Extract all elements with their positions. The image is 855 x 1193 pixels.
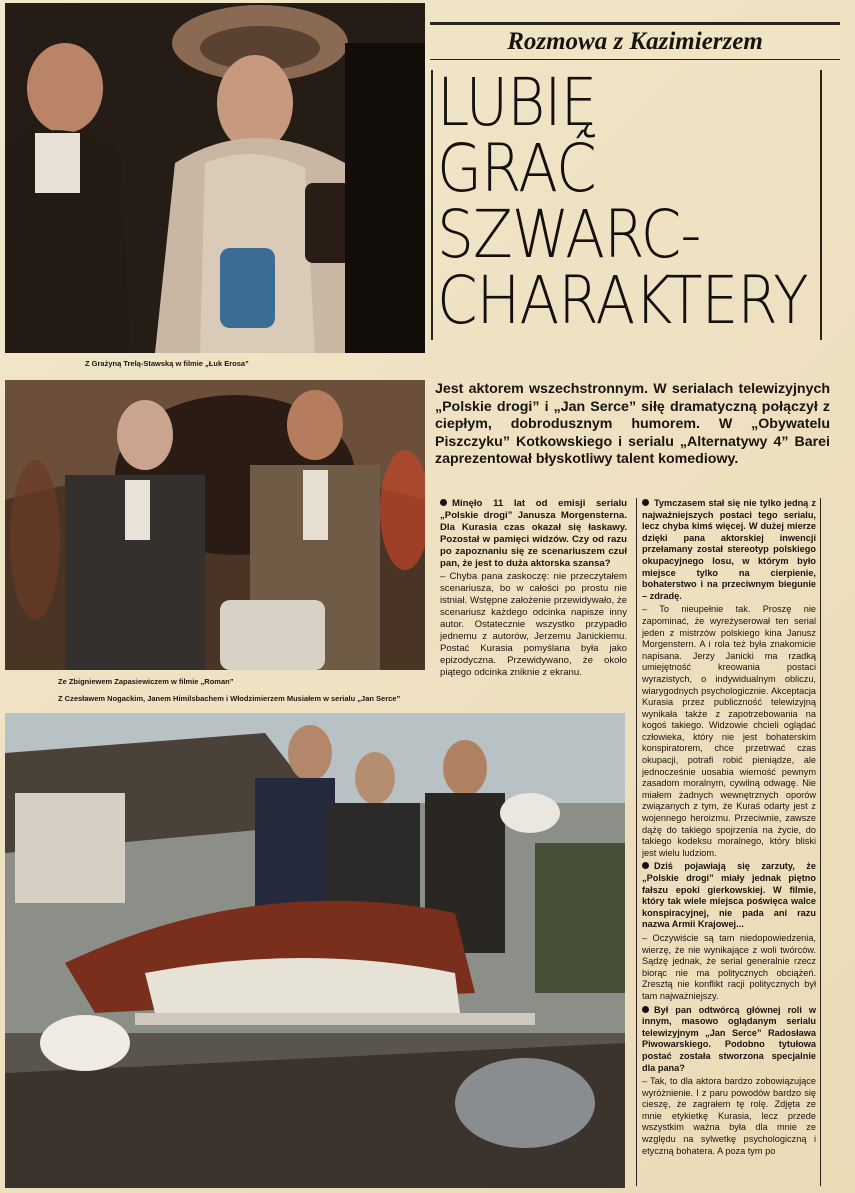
caption-photo3: Z Czesławem Nogackim, Janem Himilsbachem i Włodzimierzem Musiałem w serialu „Jan Serce” (58, 694, 401, 703)
column-rule-mid (636, 498, 637, 1186)
headline-line-1: LUBIĘ (437, 64, 597, 141)
headline-line-3: SZWARC- (437, 196, 701, 273)
answer-3: – Oczywiście są tam niedopowiedzenia, wierzę, że nie wynikające z woli twórców. Sądzę jednak, że serial generalnie rzecz biorąc nie ma politycznych obciążeń. Zresztą nie konflikt racji politycznych był tam najważniejszy. (642, 932, 816, 1001)
caption-photo2: Ze Zbigniewem Zapasiewiczem w filmie „Roman” (58, 677, 234, 686)
answer-2: – To nieupełnie tak. Proszę nie zapominać, że wyreżyserował ten serial jeden z mistrzów polskiego kina Janusz Morgenstern. A i rola też była znakomicie napisana. Jerzy Janicki ma rzadką umiejętność kreowania postaci wyrazistych, o indywidualnym obliczu, wiarygodnych psychologicznie. Akceptacja Kurasia przez publiczność telewizyjną wynikała także z zapotrzebowania na kogoś takiego. Widzowie chcieli oglądać człowieka, który nie jest bohaterskim konspiratorem, chce przetrwać czas okupacji, potrafi robić pieniądze, ale jednocześnie uosabia wierność pewnym zasadom moralnym, cywilną odwagę. Nie miałem żadnych wewnętrznych oporów związanych z tym, że Kuraś odarty jest z wojennego heroizmu. Przeciwnie, zawsze dążę do takiego spojrzenia na życie, do takiego kodeksu moralnego, który bliski jest wielu ludziom. (642, 604, 816, 858)
answer-4: – Tak, to dla aktora bardzo zobowiązujące wyróżnienie. I z paru powodów bardzo się cieszę, że zagrałem tę rolę. Zdjęta ze mnie etykietkę Kurasia, lecz przede wszystkim ważna była dla mnie ze względu na sylwetkę psychologiczną i etyczną bohatera. A poza tym po (642, 1076, 816, 1156)
bullet-icon (440, 499, 447, 506)
headline-line-2: GRAĆ (437, 130, 596, 207)
question-3-text: Dziś pojawiają się zarzuty, że „Polskie drogi” miały jednak piętno fałszu epoki gierkowskiej. W filmie, który tak wiele miejsca poświęca walce konspiracyjnej, nie pada ani razu nazwa Armii Krajowej... (642, 861, 816, 930)
headline (437, 64, 808, 339)
question-2 (642, 498, 816, 602)
column-rule-right (820, 498, 821, 1186)
photo-roman (5, 380, 425, 670)
question-2-text: Tymczasem stał się nie tylko jedną z najważniejszych postaci tego serialu, lecz chyba kimś więcej. W dużej mierze dzięki pana aktorskiej inwencji przełamany został stereotyp polskiego okupacyjnego losu, w którym było miejsce tylko na cierpienie, bohaterstwo i na przeciwnym biegunie – zdradę. (642, 498, 816, 601)
lead-paragraph: Jest aktorem wszechstronnym. W serialach telewizyjnych „Polskie drogi” i „Jan Serce” siłę dramatyczną połączył z ciepłym, dobrodusznym humorem. W „Obywatelu Piszczyku” Kotkowskiego i serialu „Alternatywy 4” Barei zaprezentował błyskotliwy talent komediowy. (435, 381, 830, 468)
headline-line-4: CHARAKTERY (437, 262, 808, 339)
title-rule-right (820, 70, 822, 340)
bullet-icon (642, 499, 649, 506)
question-1 (440, 498, 627, 569)
title-rule-left (431, 70, 433, 340)
bullet-icon (642, 1006, 649, 1013)
question-3 (642, 861, 816, 931)
section-tag: Rozmowa z Kazimierzem (430, 22, 840, 60)
question-1-text: Minęło 11 lat od emisji serialu „Polskie drogi” Janusza Morgensterna. Dla Kurasia czas okazał się łaskawy. Pozostał w pamięci widzów. Czy od razu po zapoznaniu się ze scenariuszem czuł pan, że jest to duża aktorska szansa? (440, 498, 627, 569)
column-right (642, 498, 816, 1159)
photo-luk-erosa (5, 3, 425, 353)
caption-photo1: Z Grażyną Trelą-Stawską w filmie „Łuk Erosa” (85, 359, 249, 368)
column-left (440, 498, 627, 681)
photo-jan-serce (5, 713, 625, 1188)
bullet-icon (642, 862, 649, 869)
question-4-text: Był pan odtwórcą głównej roli w innym, masowo oglądanym serialu telewizyjnym „Jan Serce” Radosława Piwowarskiego. Podobno tytułowa postać została stworzona specjalnie dla pana? (642, 1004, 816, 1073)
answer-1: – Chyba pana zaskoczę: nie przeczytałem scenariusza, bo w całości po prostu nie istniał. Wstępne założenie przewidywało, że scenariusz każdego odcinka napisze inny autor. Ostatecznie wszystko przypadło jednemu z autorów, Jerzemu Janickiemu. Postać Kurasia pomyślana była jako epizodyczna. Przewidywano, że około piątego odcinka zniknie z ekranu. (440, 571, 627, 678)
question-4 (642, 1005, 816, 1075)
